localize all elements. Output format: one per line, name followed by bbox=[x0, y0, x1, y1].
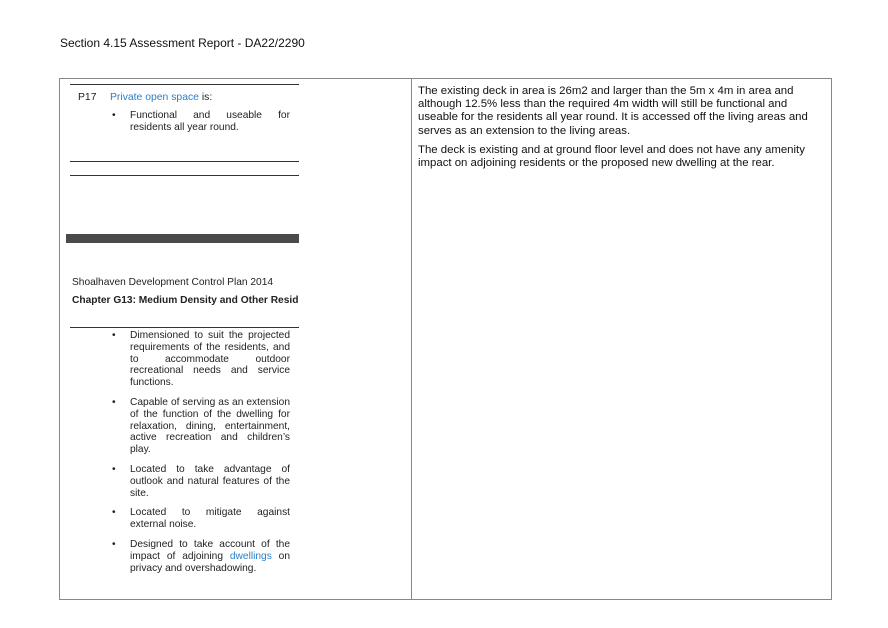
chapter-title: Chapter G13: Medium Density and Other Resid bbox=[72, 295, 299, 306]
bullet-text-suffix: on privacy and overshadowing. bbox=[130, 550, 290, 574]
divider bbox=[70, 327, 299, 328]
list-item bbox=[112, 507, 290, 531]
dwellings-link: dwellings bbox=[229, 550, 272, 562]
bullet-text: Designed to take account of the impact of adjoining bbox=[130, 538, 290, 562]
control-code: P17 bbox=[78, 92, 97, 103]
first-bullet-list bbox=[112, 110, 290, 142]
divider bbox=[70, 161, 299, 162]
bullet-icon: • bbox=[112, 330, 116, 341]
bullet-icon: • bbox=[112, 110, 116, 121]
list-item bbox=[112, 330, 290, 389]
bullet-text: Functional and useable for residents all year round. bbox=[130, 110, 290, 133]
report-header: Section 4.15 Assessment Report - DA22/2290 bbox=[60, 36, 305, 50]
bullet-icon: • bbox=[112, 396, 116, 408]
bullet-text: Capable of serving as an extension of the function of the dwelling for relaxation, dining, entertainment, active recreation and children’s play. bbox=[130, 396, 290, 456]
page-break-bar bbox=[66, 234, 299, 243]
bullet-icon: • bbox=[112, 463, 116, 475]
control-column bbox=[60, 79, 412, 599]
list-item bbox=[112, 539, 290, 574]
bullet-text: Located to mitigate against external noise. bbox=[130, 507, 290, 531]
bullet-icon: • bbox=[112, 507, 116, 519]
dcp-excerpt-image bbox=[60, 79, 300, 599]
divider bbox=[70, 84, 299, 85]
assessment-paragraph-2: The deck is existing and at ground floor level and does not have any amenity impact on adjoining residents or the proposed new dwelling at the rear. bbox=[418, 143, 805, 170]
control-title-suffix: is: bbox=[198, 92, 213, 103]
control-title bbox=[110, 92, 212, 103]
bullet-icon: • bbox=[112, 538, 116, 550]
assessment-paragraph-1: The existing deck in area is 26m2 and larger than the 5m x 4m in area and although 12.5% less than the required 4m width will still be functional and useable for the residents all year round. It is accessed off the living areas and serves as an extension to the living areas. bbox=[418, 85, 808, 137]
assessment-table bbox=[59, 78, 832, 600]
bullet-list bbox=[112, 330, 290, 582]
assessment-column bbox=[412, 79, 828, 605]
dcp-title: Shoalhaven Development Control Plan 2014 bbox=[72, 277, 274, 288]
bullet-text: Located to take advantage of outlook and natural features of the site. bbox=[130, 463, 290, 499]
list-item bbox=[112, 110, 290, 134]
divider bbox=[70, 175, 299, 176]
bullet-text: Dimensioned to suit the projected requirements of the residents, and to accommodate outdoor recreational needs and service functions. bbox=[130, 330, 290, 389]
list-item bbox=[112, 397, 290, 456]
private-open-space-link: Private open space bbox=[110, 92, 199, 103]
list-item bbox=[112, 464, 290, 499]
